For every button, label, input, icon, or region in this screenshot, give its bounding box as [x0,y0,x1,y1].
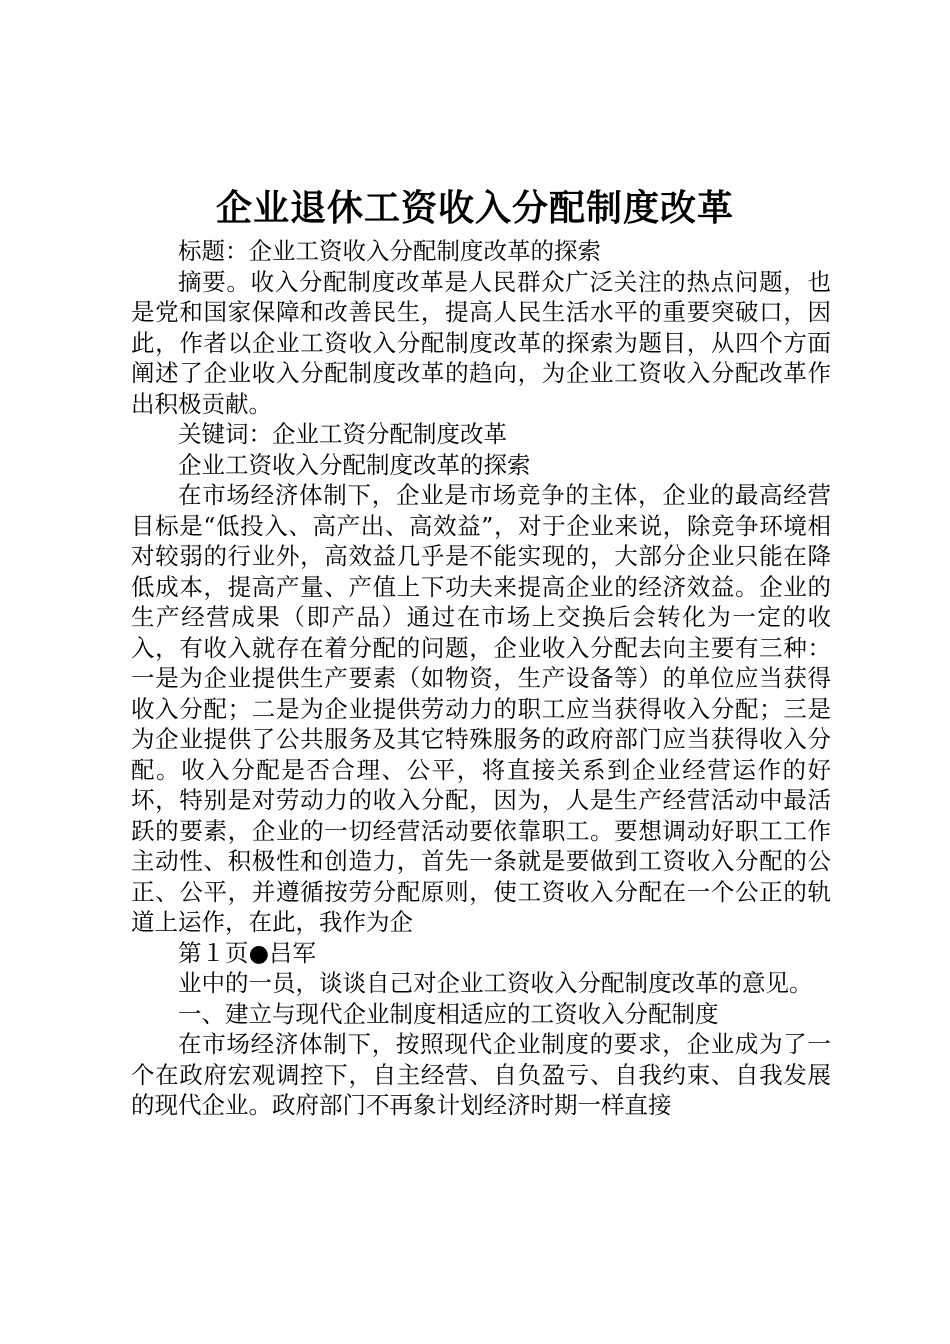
body-paragraph: 在市场经济体制下，按照现代企业制度的要求，企业成为了一个在政府宏观调控下，自主经营、自负盈亏、自我约束、自我发展的现代企业。政府部门不再象计划经济时期一样直接 [131,1030,831,1119]
document-title: 企业退休工资收入分配制度改革 [215,187,734,229]
keywords-paragraph: 关键词：企业工资分配制度改革 [178,420,507,448]
page-footer-marker: 第１页●吕军 [178,938,317,967]
body-paragraph: 在市场经济体制下，企业是市场竞争的主体，企业的最高经营目标是“低投入、高产出、高效益”，对于企业来说，除竞争环境相对较弱的行业外，高效益几乎是不能实现的，大部分企业只能在降低成本，提高产量、产值上下功夫来提高企业的经济效益。企业的生产经营成果（即产品）通过在市场上交换后会转化为一定的收入，有收入就存在着分配的问题，企业收入分配去向主要有三种：一是为企业提供生产要素（如物资，生产设备等）的单位应当获得收入分配；二是为企业提供劳动力的职工应当获得收入分配；三是为企业提供了公共服务及其它特殊服务的政府部门应当获得收入分配。收入分配是否合理、公平，将直接关系到企业经营运作的好坏，特别是对劳动力的收入分配，因为，人是生产经营活动中最活跃的要素，企业的一切经营活动要依靠职工。要想调动好职工工作主动性、积极性和创造力，首先一条就是要做到工资收入分配的公正、公平，并遵循按劳分配原则，使工资收入分配在一个公正的轨道上运作，在此，我作为企 [131,481,831,936]
section-heading: 企业工资收入分配制度改革的探索 [178,450,531,479]
body-paragraph: 业中的一员，谈谈自己对企业工资收入分配制度改革的意见。 [178,969,813,997]
document-body [131,236,831,1121]
subtitle-paragraph: 标题：企业工资收入分配制度改革的探索 [178,237,601,265]
abstract-paragraph: 摘要。收入分配制度改革是人民群众广泛关注的热点问题，也是党和国家保障和改善民生，提高人民生活水平的重要突破口，因此，作者以企业工资收入分配制度改革的探索为题目，从四个方面阐述了企业收入分配制度改革的趋向，为企业工资收入分配改革作出积极贡献。 [131,267,831,418]
section-heading-1: 一、建立与现代企业制度相适应的工资收入分配制度 [178,999,719,1028]
